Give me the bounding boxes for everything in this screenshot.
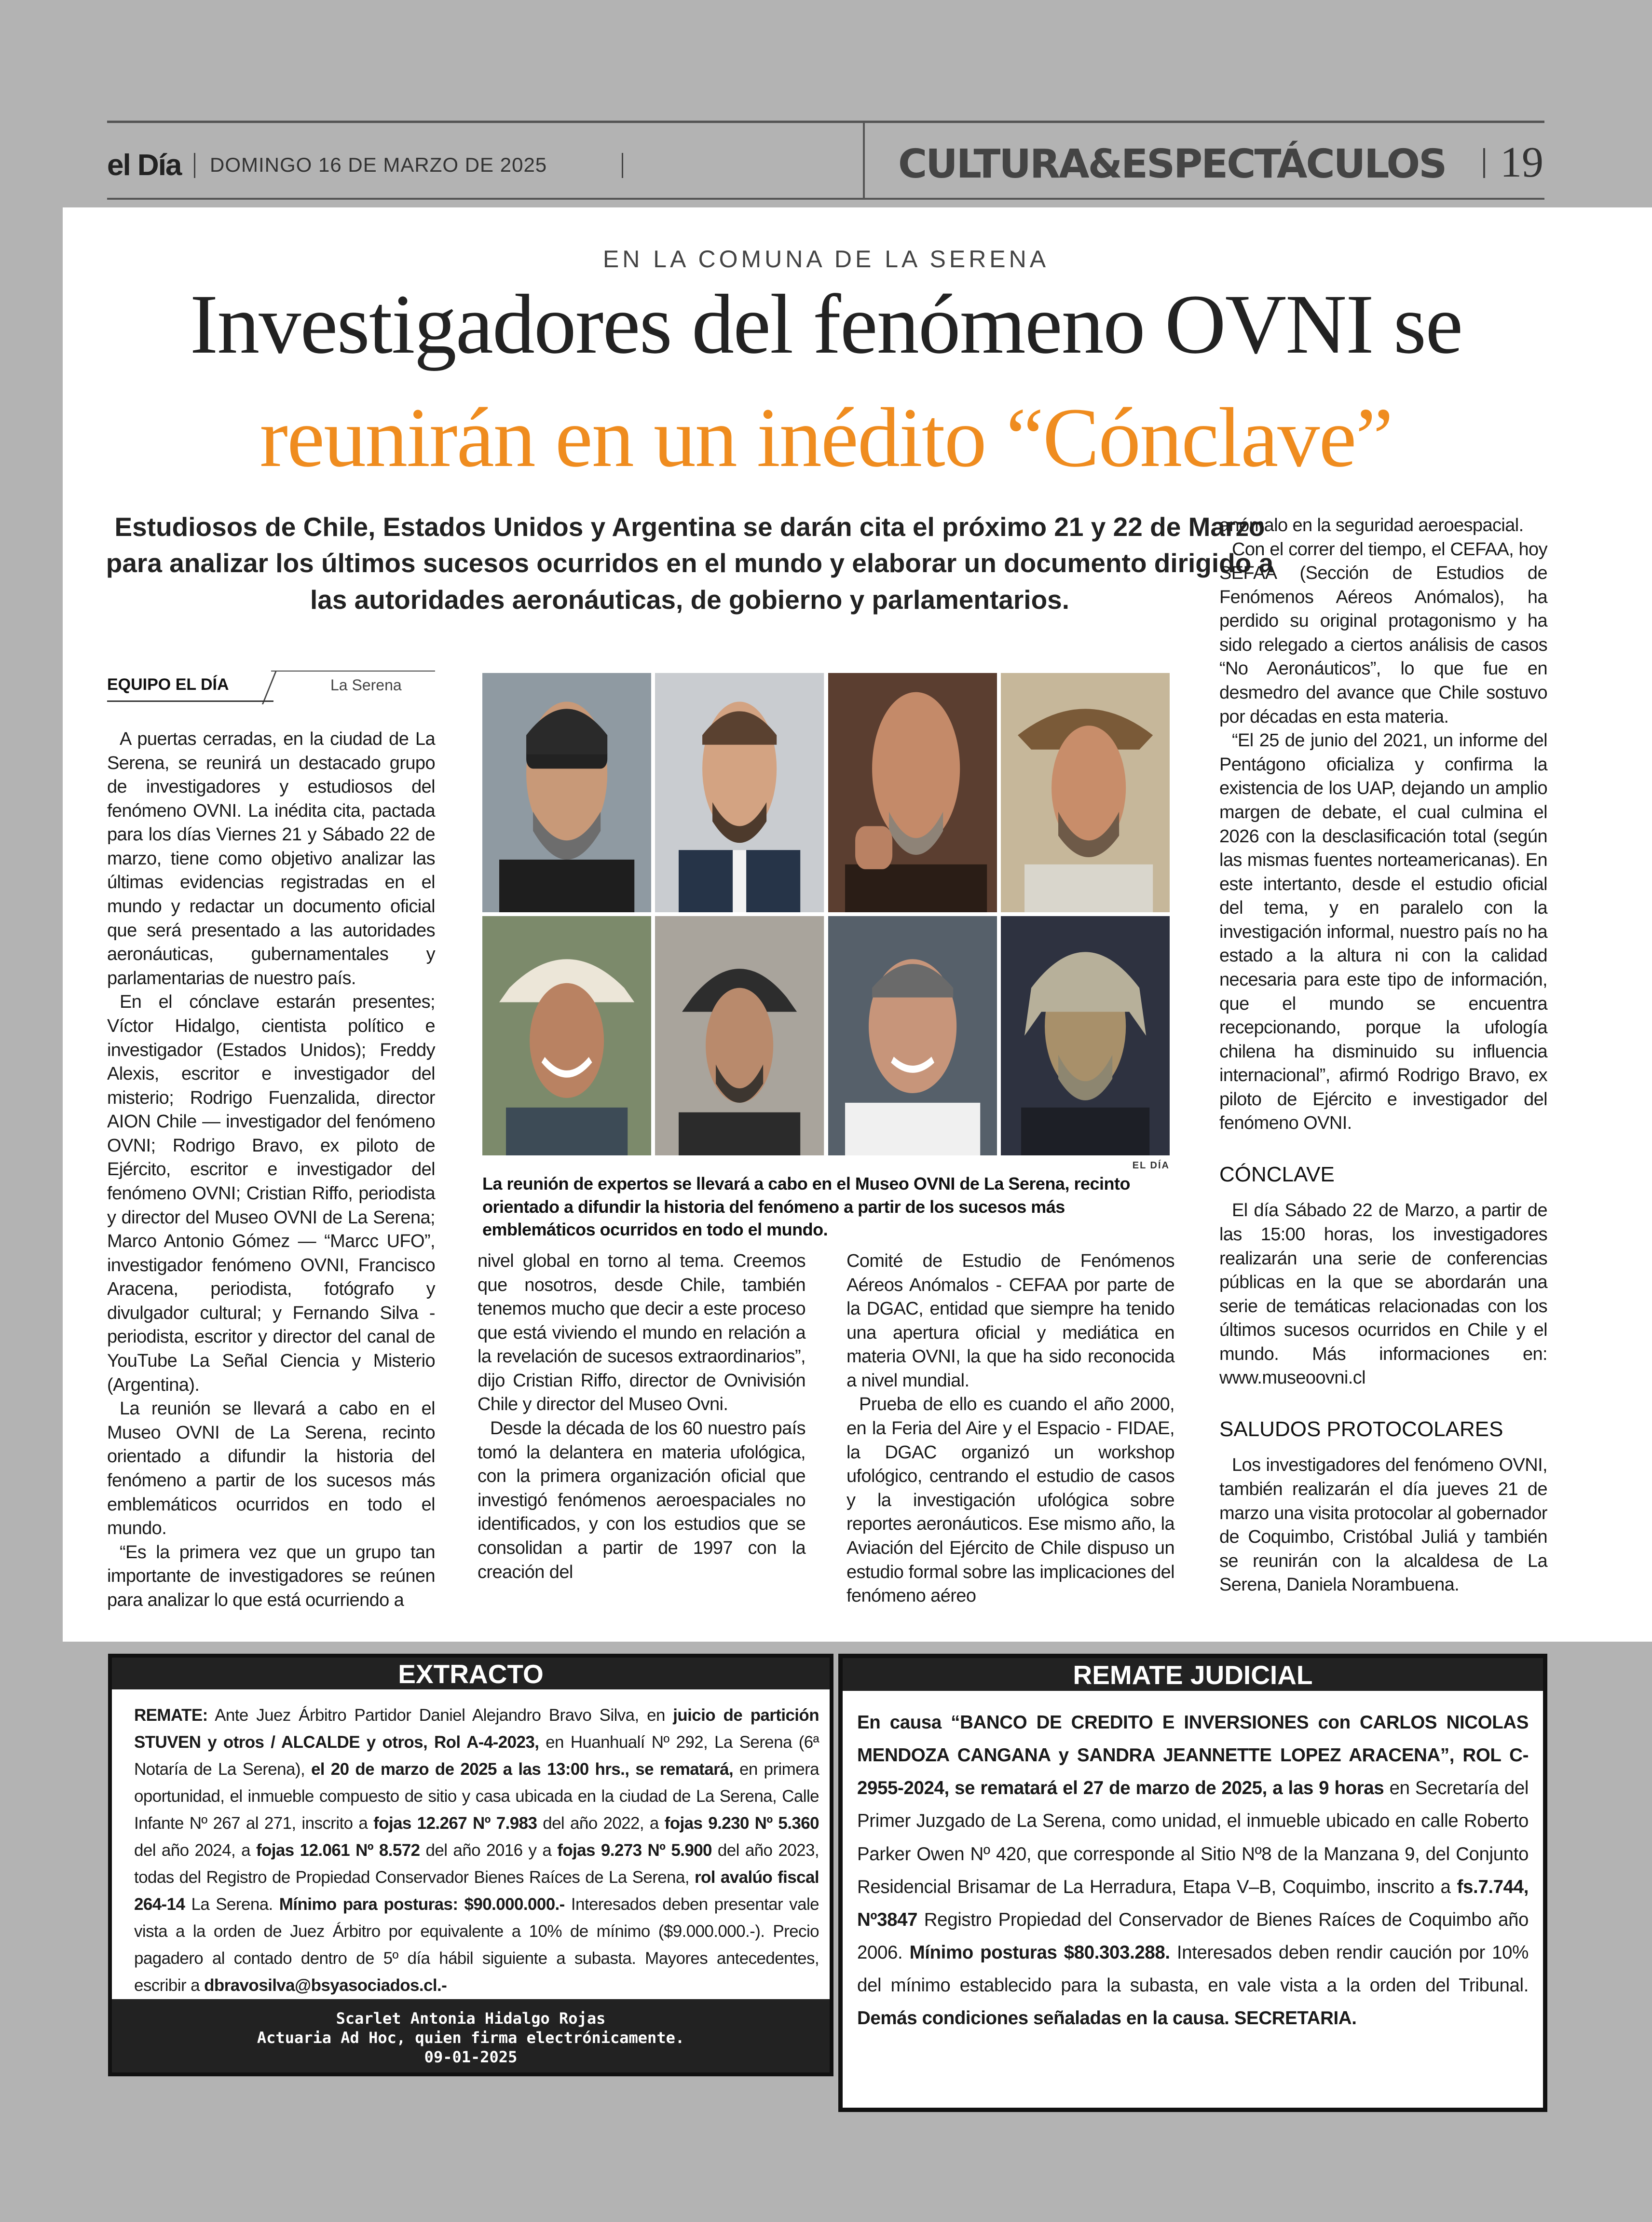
byline-underline bbox=[107, 700, 273, 702]
portrait-photo bbox=[1001, 673, 1170, 912]
portrait-photo bbox=[655, 673, 824, 912]
extracto-body: REMATE: Ante Juez Árbitro Partidor Daniel Alejandro Bravo Silva, en juicio de partición STUVEN y otros / ALCALDE y otros, Rol A-4-2023, en Huanhualí Nº 292, La Serena (6ª Notaría de La Serena), el 20 de marzo de 2025 a las 13:00 hrs., se rematará, en primera oportunidad, el inmueble compuesto de sitio y casa ubicada en la ciudad de La Serena, Calle Infante Nº 267 al 271, inscrito a fojas 12.267 Nº 7.983 del año 2022, a fojas 9.230 Nº 5.360 del año 2024, a fojas 12.061 Nº 8.572 del año 2016 y a fojas 9.273 Nº 5.900 del año 2023, todas del Registro de Propiedad Conservador Bienes Raíces de La Serena, rol avalúo fiscal 264-14 La Serena. Mínimo para posturas: $90.000.000.- Interesados deben presentar vale vista a la orden de Juez Árbitro por equivalente a 10% de mínimo ($9.000.000.-). Precio pagadero al contado dentro de 5º día hábil siguiente a subasta. Mayores antecedentes, escribir a dbravosilva@bsyasociados.cl.- bbox=[134, 1706, 819, 1995]
newspaper-logo: el Día bbox=[107, 149, 181, 182]
issue-date: DOMINGO 16 DE MARZO DE 2025 bbox=[210, 153, 547, 176]
paragraph: Prueba de ello es cuando el año 2000, en la Feria del Aire y el Espacio - FIDAE, la DGAC organizó un workshop ufológico, centrando el estudio de casos y la investigación ufológica sobre reportes aeronáuticos. Ese mismo año, la Aviación del Ejército de Chile dispuso un estudio formal sobre las implicaciones del fenómeno aéreo bbox=[846, 1394, 1174, 1606]
portrait-photo-grid bbox=[482, 673, 1170, 1155]
photo-caption: La reunión de expertos se llevará a cabo en el Museo OVNI de La Serena, recinto orientado a difundir la historia del fenómeno a partir de los sucesos más emblemáticos ocurridos en todo el mundo. bbox=[482, 1174, 1130, 1240]
subheading-conclave: CÓNCLAVE bbox=[1219, 1163, 1335, 1187]
paragraph: Desde la década de los 60 nuestro país tomó la delantera en materia ufológica, con la primera organización oficial que investigó fenómenos aeroespaciales no identificados, y con los estudios que se consolidan a partir de 1997 con la creación del bbox=[478, 1418, 806, 1582]
article-panel bbox=[63, 207, 1652, 1642]
remate-title: REMATE JUDICIAL bbox=[843, 1658, 1543, 1691]
portrait-photo bbox=[482, 916, 651, 1155]
portrait-photo bbox=[828, 916, 997, 1155]
masthead-vertical-rule bbox=[863, 123, 865, 198]
paragraph: En el cónclave estarán presentes; Víctor Hidalgo, cientista político e investigador (Estados Unidos); Freddy Alexis, escritor e investigador del misterio; Rodrigo Fuenzalida, director AION Chile — investigador del fenómeno OVNI; Rodrigo Bravo, ex piloto de Ejército, escritor e investigador del fenómeno OVNI; Cristian Riffo, periodista y director del Museo OVNI de La Serena; Marco Antonio Gómez — “Marcc UFO”, investigador fenómeno OVNI, Francisco Aracena, periodista, fotógrafo y divulgador cultural; y Fernando Silva - periodista, escritor y director del canal de YouTube La Señal Ciencia y Misterio (Argentina). bbox=[107, 992, 435, 1395]
byline bbox=[107, 671, 435, 700]
signature-name: Scarlet Antonia Hidalgo Rojas bbox=[336, 2009, 606, 2028]
paragraph: Los investigadores del fenómeno OVNI, también realizarán el día jueves 21 de marzo una visita protocolar al gobernador de Coquimbo, Cristóbal Juliá y también se reunirán con la alcaldesa de La Serena, Daniela Norambuena. bbox=[1219, 1455, 1547, 1595]
photo-credit: EL DÍA bbox=[1132, 1160, 1170, 1171]
portrait-photo bbox=[1001, 916, 1170, 1155]
signature-role: Actuaria Ad Hoc, quien firma electrónicamente. bbox=[257, 2029, 685, 2047]
headline-line-1: Investigadores del fenómeno OVNI se bbox=[190, 277, 1462, 371]
article-column-4 bbox=[1219, 514, 1547, 1597]
paragraph: El día Sábado 22 de Marzo, a partir de las 15:00 horas, los investigadores realizarán una serie de conferencias públicas en la que se abordarán una serie de temáticas relacionadas con los últimos sucesos ocurridos en Chile y el mundo. Más informaciones en: www.museoovni.cl bbox=[1219, 1200, 1547, 1388]
paragraph: Con el correr del tiempo, el CEFAA, hoy SEFAA (Sección de Estudios de Fenómenos Aéreos Anómalos), ha perdido su original protagonismo y ha sido relegado a ciertos análisis de casos “No Aeronáuticos”, lo que fue en desmedro del avance que Chile sostuvo por décadas en esta materia. bbox=[1219, 539, 1547, 727]
portrait-photo bbox=[655, 916, 824, 1155]
extracto-title: EXTRACTO bbox=[112, 1658, 830, 1689]
article-column-2 bbox=[478, 1249, 806, 1584]
portrait-photo bbox=[482, 673, 651, 912]
article-kicker: EN LA COMUNA DE LA SERENA bbox=[602, 246, 1050, 273]
paragraph: Comité de Estudio de Fenómenos Aéreos Anómalos - CEFAA por parte de la DGAC, entidad que siempre ha tenido una apertura oficial y mediática en materia OVNI, la que ha sido reconocida a nivel mundial. bbox=[846, 1251, 1174, 1391]
article-column-1 bbox=[107, 727, 435, 1612]
remate-body: En causa “BANCO DE CREDITO E INVERSIONES con CARLOS NICOLAS MENDOZA CANGANA y SANDRA JEANNETTE LOPEZ ARACENA”, ROL C- 2955-2024, se rematará el 27 de marzo de 2025, a las 9 horas en Secretaría del Primer Juzgado de La Serena, como unidad, el inmueble ubicado en calle Roberto Parker Owen Nº 420, que corresponde al Sitio Nº8 de la Manzana 9, del Conjunto Residencial Brisamar de La Herradura, Etapa V–B, Coquimbo, inscrito a fs.7.744, Nº3847 Registro Propiedad del Conservador de Bienes Raíces de Coquimbo año 2006. Mínimo posturas $80.303.288. Interesados deben rendir caución por 10% del mínimo establecido para la subasta, en vale vista a la orden del Tribunal. Demás condiciones señaladas en la causa. SECRETARIA. bbox=[857, 1712, 1529, 2029]
masthead bbox=[107, 121, 1544, 200]
paragraph: “El 25 de junio del 2021, un informe del Pentágono oficializa y confirma la existencia de los UAP, dejando un amplio margen de debate, el cual culmina el 2026 con la desclasificación total (según las mismas fuentes norteamericanas). En este intertanto, desde el estudio oficial del tema, y en paralelo con la investigación informal, nuestro país no ha estado a la altura ni con la calidad necesaria para este tipo de información, que el mundo se encuentra recepcionando, porque la ufología chilena ha disminuido su influencia internacional”, afirmó Rodrigo Bravo, ex piloto de Ejército e investigador del fenómeno OVNI. bbox=[1219, 730, 1547, 1134]
portrait-photo bbox=[828, 673, 997, 912]
article-column-3 bbox=[846, 1249, 1174, 1608]
headline-line-2: reunirán en un inédito “Cónclave” bbox=[259, 391, 1393, 485]
signature-date: 09-01-2025 bbox=[424, 2048, 518, 2066]
byline-rule bbox=[271, 671, 435, 672]
paragraph: nivel global en torno al tema. Creemos que nosotros, desde Chile, también tenemos mucho que decir a este proceso que está viviendo el mundo en relación a la revelación de sucesos extraordinarios”, dijo Cristian Riffo, director de Ovnivisión Chile y director del Museo Ovni. bbox=[478, 1251, 806, 1415]
byline-team: EQUIPO EL DÍA bbox=[107, 675, 229, 694]
paragraph: La reunión se llevará a cabo en el Museo OVNI de La Serena, recinto orientado a difundir la historia del fenómeno a partir de los sucesos más emblemáticos ocurridos en todo el mundo. bbox=[107, 1399, 435, 1539]
byline-slash bbox=[262, 671, 277, 704]
paragraph: “Es la primera vez que un grupo tan importante de investigadores se reúnen para analizar lo que está ocurriendo a bbox=[107, 1542, 435, 1610]
byline-city: La Serena bbox=[330, 676, 402, 694]
masthead-divider bbox=[622, 153, 623, 178]
paragraph: A puertas cerradas, en la ciudad de La Serena, se reunirá un destacado grupo de investigadores y estudiosos del fenómeno OVNI. La inédita cita, pactada para los días Viernes 21 y Sábado 22 de marzo, tiene como objetivo analizar las últimas evidencias registradas en el mundo y redactar un documento oficial que será presentado a las autoridades aeronáuticas, gubernamentales y parlamentarias de nuestro país. bbox=[107, 729, 435, 988]
extracto-signature bbox=[112, 1999, 830, 2072]
extracto-notice bbox=[108, 1654, 833, 2076]
paragraph: anómalo en la seguridad aeroespacial. bbox=[1219, 515, 1524, 535]
masthead-divider bbox=[1483, 148, 1485, 178]
subheading-saludos: SALUDOS PROTOCOLARES bbox=[1219, 1417, 1503, 1441]
masthead-divider bbox=[194, 153, 195, 178]
page-number: 19 bbox=[1500, 138, 1543, 186]
remate-judicial-notice bbox=[838, 1654, 1547, 2112]
section-title: CULTURA&ESPECTÁCULOS bbox=[898, 141, 1446, 187]
article-deck: Estudiosos de Chile, Estados Unidos y Argentina se darán cita el próximo 21 y 22 de Marzo para analizar los últimos sucesos ocurridos en el mundo y elaborar un documento dirigido a las autoridades aeronáuticas, de gobierno y parlamentarios. bbox=[106, 512, 1274, 615]
